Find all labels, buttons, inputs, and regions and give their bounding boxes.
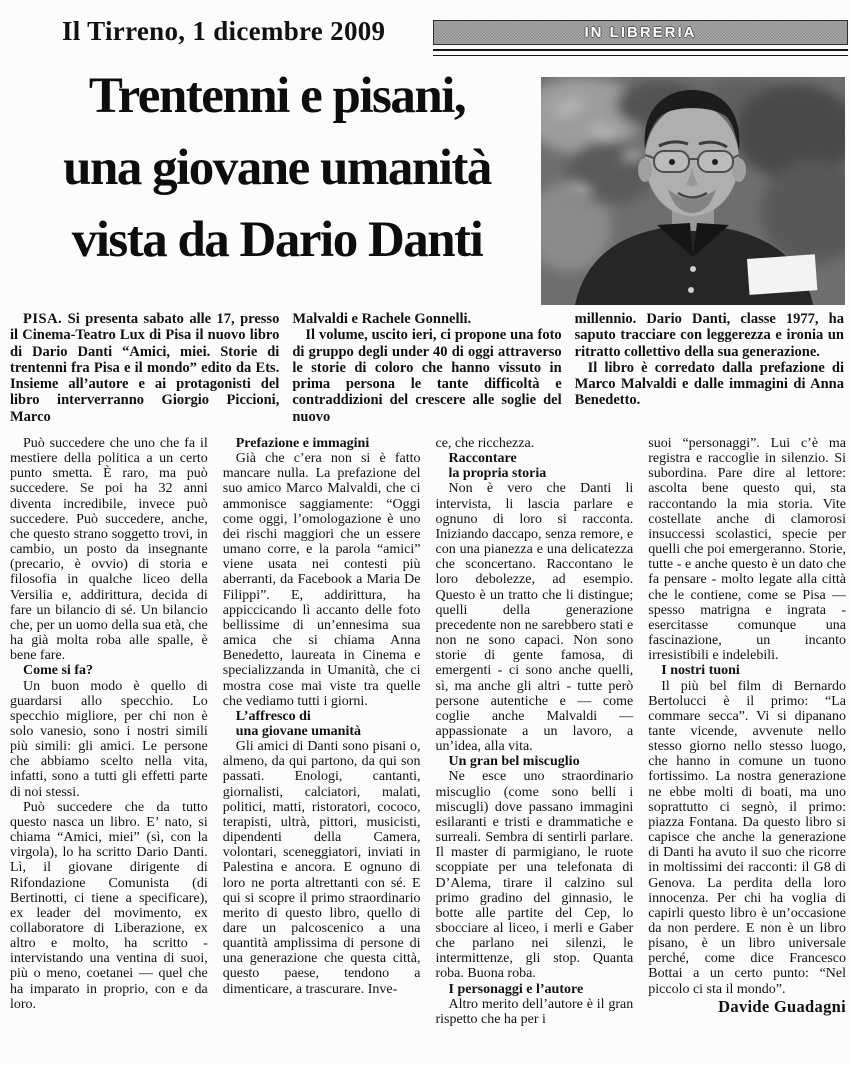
paragraph: Non è vero che Danti li intervista, li lascia parlare e ognuno di loro si racconta. Iniziando daccapo, senza remore, e con una pianezza e una delicatezza che sconcertano. Raccontano le loro debolezze, ad esempio. Questo è un tratto che li distingue; quelli della generazione precedente non ne sarebbero stati e non ne sono capaci. Non sono storie di gente famosa, di emergenti - ci sono anche quelli, sì, ma anche gli altri - tutte però persone autentiche e — come coglie anche Malvaldi — appassionate a un lavoro, a un’idea, alla vita. — [435, 481, 634, 755]
subheading-miscuglio: Un gran bel miscuglio — [448, 754, 580, 770]
section-banner — [433, 20, 848, 56]
section-rule — [433, 49, 848, 56]
paragraph: Il più bel film di Bernardo Bertolucci è il primo: “La commare secca”. Vi si dipanano tante vicende, avvenute nello stesso giorno nello stesso luogo, che hanno in comune un tuono fortissimo. La nostra generazione ne ebbe molti di boati, ma uno soprattutto ci segnò, il primo: piazza Fontana. Da questo libro si capisce che anche la generazione di Danti ha avuto il suo che ricorre in moltissimi dei racconti: il G8 di Genova. La perdita della loro innocenza. Per chi ha voglia di capirli questo libro è un’occasione da non perdere. E non è un libro pisano, è un libro universale perché, come dice Francesco Bottai a un certo punto: “Nel piccolo ci sta il mondo”. — [648, 678, 846, 997]
author-photo — [541, 77, 845, 305]
lead-column-2 — [292, 311, 561, 425]
subheading-affresco-line-1: L’affresco di — [235, 708, 311, 724]
body-column-2 — [223, 436, 421, 1058]
dateline: PISA. — [23, 311, 63, 327]
lead-paragraph — [10, 311, 279, 425]
paragraph: Può succedere che da tutto questo nasca un libro. E’ nato, si chiama “Amici, miei” (sì, con la virgola), lo ha scritto Dario Danti. Lì, il giovane dirigente di Rifondazione Comunista (di Bertinotti, ci tiene a specificare), ex leader del movimento, ex collaboratore di Liberazione, ex altro e molto, ha scritto - intervistando una ventina di suoi, più o meno, coetanei — quel che ha imparato in proprio, con e da loro. — [10, 799, 208, 1012]
paragraph-continuation: suoi “personaggi”. Lui c’è ma registra e raccoglie in silenzio. Si subordina. Pare dire al lettore: ascolta bene questo qui, sta raccontando la mia storia. Vite costellate anche di clamorosi insuccessi scolastici, specie per quelli che poi emergeranno. Storie, tutte - e anche questo è un dato che fa pensare - molto legate alla città che le contiene, come se Pisa — spesso matrigna e ingrata - esercitasse comunque una fascinazione, un incanto irresistibili e indelebili. — [648, 436, 846, 664]
lead-paragraph: Il volume, uscito ieri, ci propone una foto di gruppo degli under 40 di oggi attraverso le storie di coloro che hanno vissuto in prima persona le tante difficoltà e contraddizioni del crescere alle soglie del nuovo — [292, 327, 562, 425]
subheading-personaggi: I personaggi e l’autore — [448, 981, 584, 997]
lead-paragraphs — [10, 311, 844, 425]
paragraph: Ne esce uno straordinario miscuglio (come sono belli i miscugli) dove passano immagini esilaranti e tristi e drammatiche e surreali. Sembra di sentirli parlare. Il master di parmigiano, le ruote scoppiate per una telefonata di D’Alema, tirare il calzino sul primo gradino del ginnasio, le botte alle partite del Cep, lo sbocciare al liceo, i merli e Gaber che parlano nei silenzi, le intermittenze, gli stop. Quanta roba. Buona roba. — [435, 769, 634, 982]
section-label-bar — [433, 20, 848, 45]
subheading-affresco-line-2: una giovane umanità — [235, 723, 361, 739]
headline-line-3: vista da Dario Danti — [71, 212, 483, 268]
paragraph: Altro merito dell’autore è il gran rispetto che ha per i — [435, 996, 634, 1027]
headline-line-1: Trentenni e pisani, — [88, 68, 466, 124]
section-label: IN LIBRERIA — [584, 24, 697, 41]
subheading-nostri-tuoni: I nostri tuoni — [661, 663, 740, 679]
subheading-raccontare-line-1: Raccontare — [448, 451, 517, 467]
paragraph: Un buon modo è quello di guardarsi allo specchio. Lo specchio migliore, per chi non è solo vanesio, sono i nostri simili più simili: gli amici. Le persone che abbiamo scelto nella vita, infatti, sono a tutti gli effetti parte di noi stessi. — [10, 678, 208, 800]
lead-paragraph: Il libro è corredato dalla prefazione di Marco Malvaldi e dalle immagini di Anna Benedetto. — [574, 359, 844, 409]
subheading-prefazione: Prefazione e immagini — [235, 436, 370, 451]
headline — [12, 60, 542, 276]
subheading-raccontare-line-2: la propria storia — [448, 466, 547, 482]
body-column-1 — [10, 436, 208, 1058]
article-body — [10, 436, 846, 1058]
portrait-illustration — [541, 77, 845, 305]
paragraph: Gli amici di Danti sono pisani o, almeno, da qui partono, da qui son passati. Enologi, cantanti, giornalisti, calciatori, malati, politici, matti, ristoratori, cococo, terapisti, ultrà, pittori, musicisti, dipendenti della Camera, volontari, sceneggiatori, inviati in Palestina e ancora. E ognuno di loro ne porta altrettanti con sé. E qui si scopre il primo straordinario merito di questo libro, quello di dare un palcoscenico a una quantità amplissima di persone di una generazione che questa città, questo paese, tendono a dimenticare, a trascurare. Inve- — [222, 739, 421, 997]
body-column-3 — [436, 436, 634, 1058]
lead-column-1 — [10, 311, 279, 425]
masthead-date: Il Tirreno, 1 dicembre 2009 — [62, 16, 386, 46]
headline-line-2: una giovane umanità — [63, 140, 491, 196]
lead-paragraph: millennio. Dario Danti, classe 1977, ha saputo tracciare con leggerezza e ironia un ritratto collettivo della sua generazione. — [574, 311, 844, 360]
body-column-4 — [648, 436, 846, 1058]
lead-paragraph: Malvaldi e Rachele Gonnelli. — [292, 311, 472, 327]
subheading-come-si-fa: Come si fa? — [23, 663, 93, 679]
lead-text: Si presenta sabato alle 17, presso il Cinema-Teatro Lux di Pisa il nuovo libro di Dario Danti “Amici, miei. Storie di trentenni fra Pisa e il mondo” edito da Ets. Insieme all’autore e ai protagonisti del libro interverranno Giorgio Piccioni, Marco — [10, 311, 280, 425]
byline: Davide Guadagni — [718, 996, 846, 1016]
paragraph: Può succedere che uno che fa il mestiere della politica a un certo punto smetta. È raro, ma può succedere. Se poi ha 32 anni diventa incredibile, invece può succedere. Può succedere, anche, che questo strano soggetto trovi, in cambio, un posto da insegnante (precario, è ovvio) di storia e filosofia in qualche liceo della Versilia e, addirittura, decida di fare un bilancio di sé. Un bilancio che, per un uomo della sua età, che ha già molta roba alle spalle, è bene fare. — [10, 436, 208, 664]
paragraph-continuation: ce, che ricchezza. — [435, 436, 535, 451]
lead-column-3 — [575, 311, 844, 425]
paragraph: Già che c’era non si è fatto mancare nulla. La prefazione del suo amico Marco Malvaldi, che ci ammonisce saggiamente: “Oggi come oggi, l’omologazione è uno dei rischi maggiori che un essere umano corre, e la parola “amici” viene usata nei contesti più aberranti, da Facebook a Maria De Filippi”. E, addirittura, ha appiccicando lì accanto delle foto bellissime di un’ennesima sua amica che si chiama Anna Benedetto, laureata in Cinema e specializzanda in Umanità, che ci mostra cose mai viste tra quelle che vediamo tutti i giorni. — [222, 451, 421, 709]
